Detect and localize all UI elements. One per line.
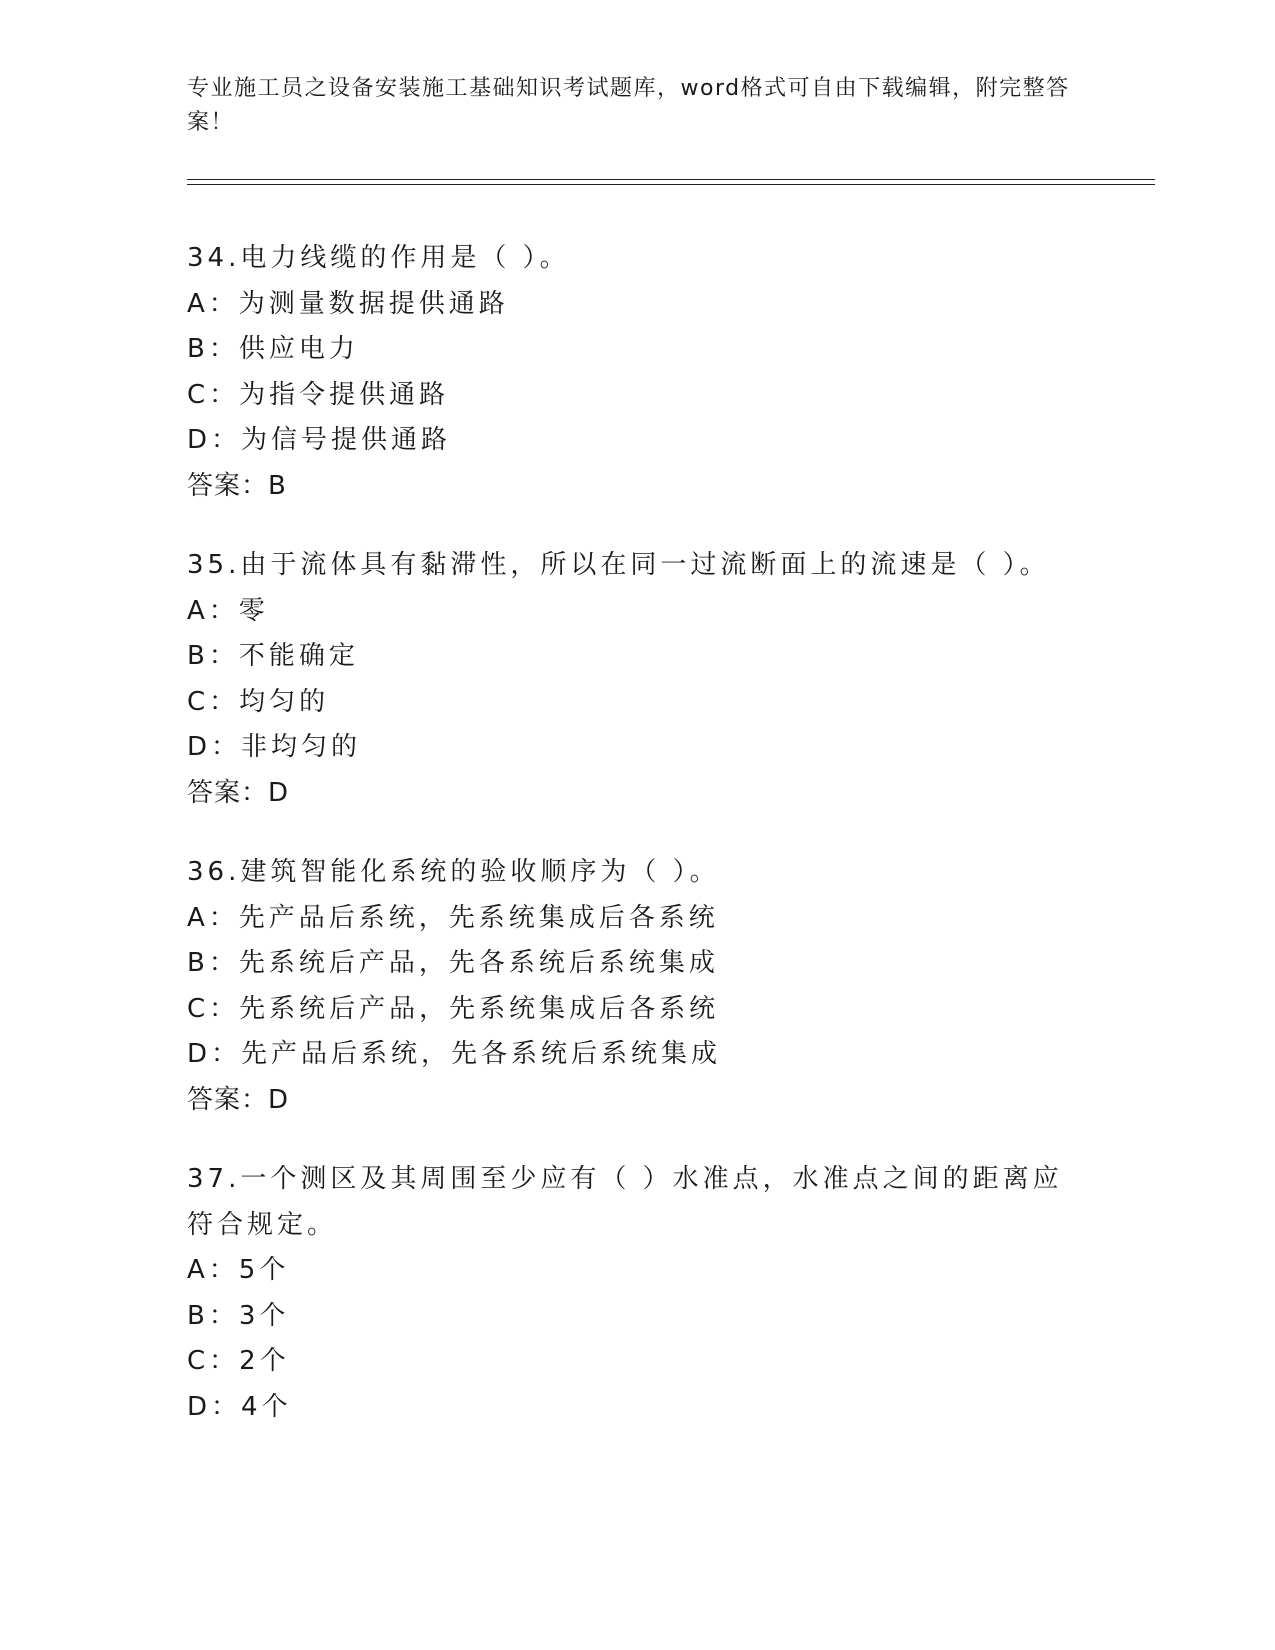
question-37 (187, 1157, 1087, 1430)
question-stem: 36.建筑智能化系统的验收顺序为（ ）。 (187, 857, 720, 887)
option-d: D：非均匀的 (187, 732, 362, 762)
question-36 (187, 850, 1087, 1123)
answer-line: 答案：D (187, 1084, 290, 1115)
option-b: B：3个 (187, 1300, 290, 1331)
question-stem: 35.由于流体具有黏滞性，所以在同一过流断面上的流速是（ ）。 (187, 550, 1050, 580)
header-divider-bottom (187, 184, 1155, 185)
question-list (187, 236, 1087, 1464)
option-a: A：5个 (187, 1255, 290, 1285)
answer-line: 答案：D (187, 777, 290, 808)
option-a: A：先产品后系统，先系统集成后各系统 (187, 902, 719, 933)
option-c: C：2个 (187, 1346, 290, 1376)
option-b: B：先系统后产品，先各系统后系统集成 (187, 948, 719, 978)
header-divider-top (187, 179, 1155, 180)
question-stem: 37.一个测区及其周围至少应有（ ）水准点，水准点之间的距离应符合规定。 (187, 1164, 1063, 1240)
answer-line: 答案：B (187, 470, 287, 501)
question-35 (187, 543, 1087, 816)
document-header: 专业施工员之设备安装施工基础知识考试题库，word格式可自由下载编辑，附完整答案！ (187, 76, 1070, 135)
option-c: C：均匀的 (187, 686, 330, 717)
option-d: D：先产品后系统，先各系统后系统集成 (187, 1039, 722, 1069)
option-d: D：4个 (187, 1391, 292, 1422)
option-b: B：不能确定 (187, 641, 359, 671)
option-a: A：为测量数据提供通路 (187, 288, 509, 319)
option-d: D：为信号提供通路 (187, 425, 452, 455)
option-c: C：为指令提供通路 (187, 379, 450, 410)
option-b: B：供应电力 (187, 334, 359, 364)
question-stem: 34.电力线缆的作用是（ ）。 (187, 243, 570, 273)
option-c: C：先系统后产品，先系统集成后各系统 (187, 993, 720, 1024)
question-34 (187, 236, 1087, 509)
option-a: A：零 (187, 595, 269, 626)
